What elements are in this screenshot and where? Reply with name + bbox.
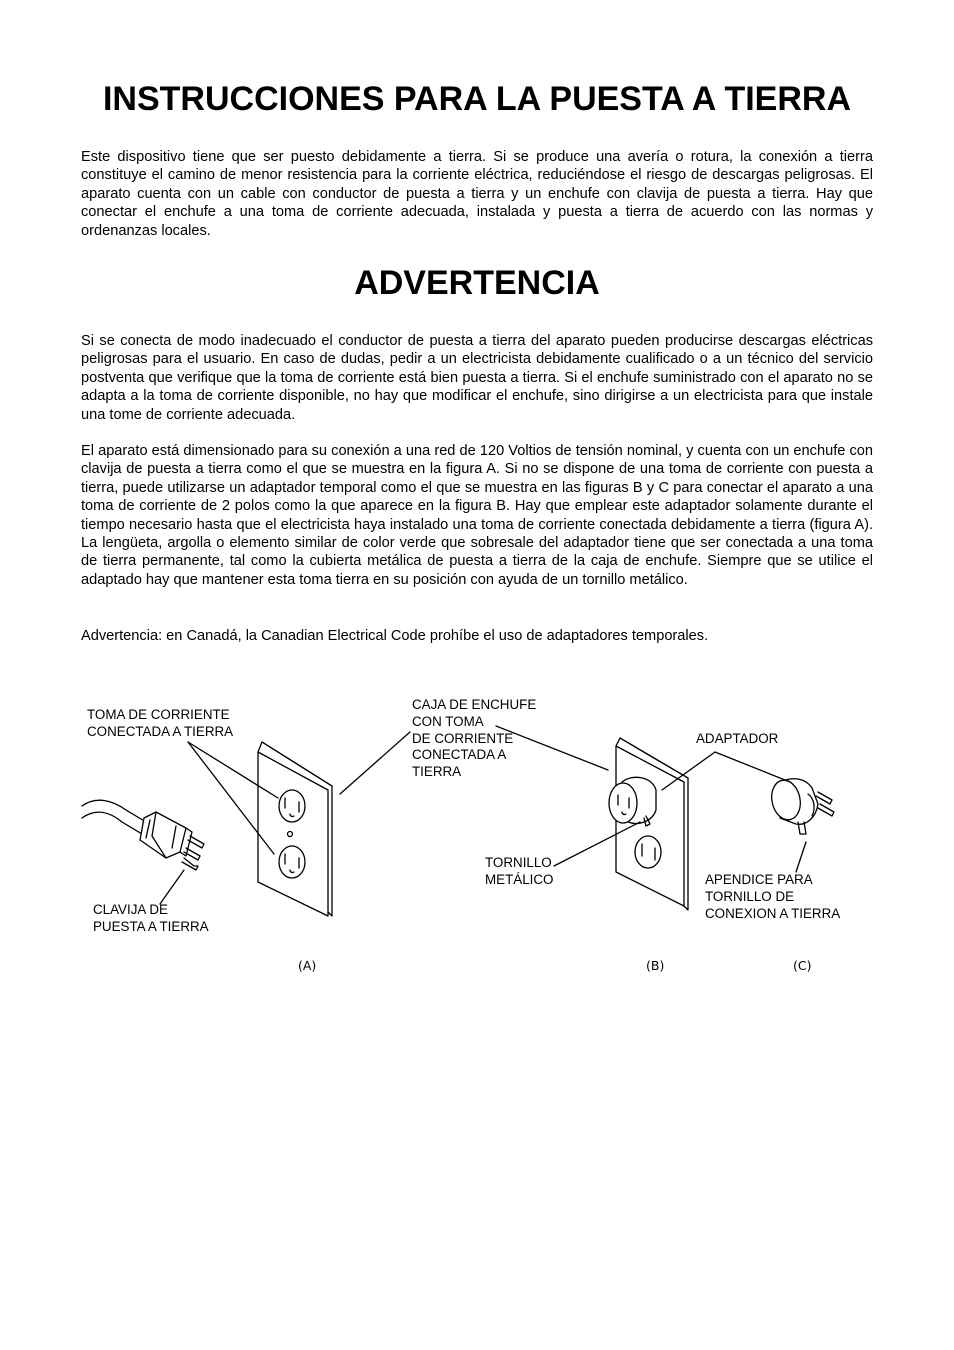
label-ground-tab: APENDICE PARA TORNILLO DE CONEXION A TIERRA (705, 872, 841, 921)
grounded-plug-icon (82, 800, 204, 904)
page-title: INSTRUCCIONES PARA LA PUESTA A TIERRA (102, 80, 852, 118)
caption-c: (C) (793, 958, 812, 973)
label-adapter: ADAPTADOR (696, 731, 779, 746)
grounded-outlet-icon (188, 732, 410, 916)
warning-paragraph-2: El aparato está dimensionado para su conexión a una red de 120 Voltios de tensión nominal, y cuenta con un enchufe con clavija de puesta a tierra como el que se muestra en la figura A. Si no se dispone de una toma de corriente con puesta a tierra, puede utilizarse un adaptador temporal como el que se muestra en las figuras B y C para conectar el aparato a una toma de corriente de 2 polos como la que aparece en la figura B. Hay que emplear este adaptador solamente durante el tiempo necesario hasta que el electricista haya instalado una toma de corriente conectada debidamente a tierra (figura A). La lengüeta, argolla o elemento similar de color verde que sobresale del adaptador tiene que ser conectada a una toma de tierra permanente, tal como la cubierta metálica de puesta a tierra de la caja de enchufe. Siempre que se utilice el adaptado hay que mantener esta toma tierra en su posición con ayuda de un tornillo metálico. (81, 443, 873, 588)
label-outlet-box: CAJA DE ENCHUFE CON TOMA DE CORRIENTE CONECTADA A TIERRA (412, 697, 537, 780)
label-grounding-pin: CLAVIJA DE PUESTA A TIERRA (93, 902, 209, 934)
label-screw: TORNILLO METÁLICO (485, 855, 554, 887)
warning-heading: ADVERTENCIA (354, 264, 600, 302)
warning-paragraph-3: Advertencia: en Canadá, la Canadian Electrical Code prohíbe el uso de adaptadores temporales. (81, 628, 709, 644)
adapter-icon (715, 752, 834, 872)
label-outlet: TOMA DE CORRIENTE CONECTADA A TIERRA (87, 707, 234, 739)
warning-paragraph-1: Si se conecta de modo inadecuado el conductor de puesta a tierra del aparato pueden producirse descargas eléctricas peligrosas para el usuario. En caso de dudas, pedir a un electricista debidamente cualificado o a un técnico del servicio postventa que verifique que la toma de corriente está bien puesta a tierra. Si el enchufe suministrado con el aparato no se adapta a la toma de corriente disponible, no hay que modificar el enchufe, sino dirigirse a un electricista para que instale una tome de corriente adecuada. (81, 333, 873, 423)
caption-b: (B) (646, 958, 665, 973)
intro-paragraph: Este dispositivo tiene que ser puesto debidamente a tierra. Si se produce una avería o rotura, la conexión a tierra constituye el camino de menor resistencia para la corriente eléctrica, reduciéndose el riesgo de descargas peligrosas. El aparato cuenta con un cable con conductor de puesta a tierra y un enchufe con clavija de puesta a tierra. Hay que conectar el enchufe a una toma de corriente adecuada, instalada y puesta a tierra de acuerdo con las normas y ordenanzas locales. (81, 149, 873, 239)
caption-a: (A) (298, 958, 317, 973)
